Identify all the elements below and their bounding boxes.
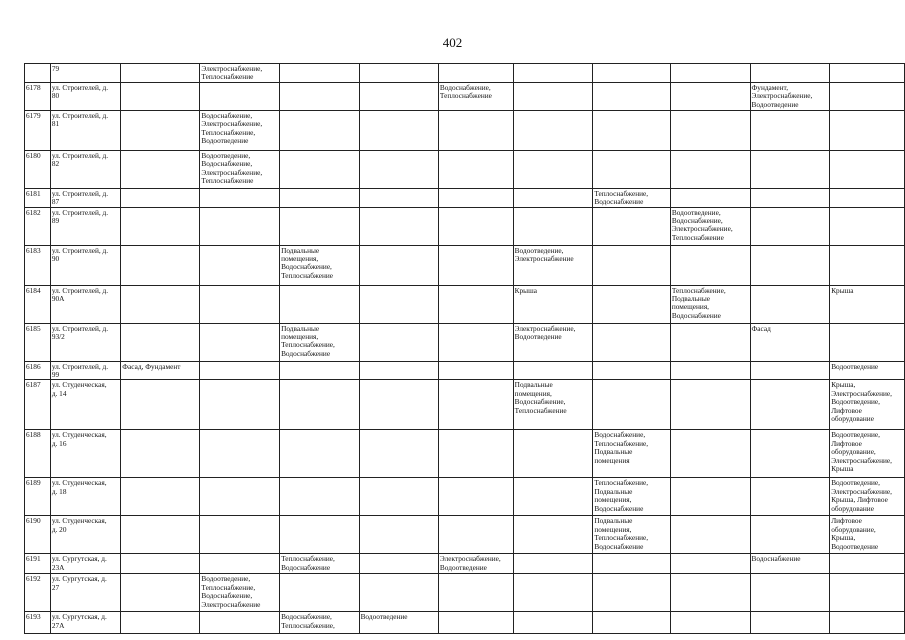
work-cell (200, 188, 280, 207)
work-cell (513, 478, 593, 516)
work-cell (121, 188, 200, 207)
work-cell (438, 285, 513, 323)
work-cell (593, 64, 671, 83)
work-cell (200, 207, 280, 245)
work-cell (280, 150, 360, 188)
work-cell (830, 110, 905, 150)
work-cell: Водоотведение (359, 612, 438, 634)
work-cell (593, 207, 671, 245)
row-number: 6179 (25, 110, 51, 150)
work-cell (359, 110, 438, 150)
table-row (25, 110, 905, 150)
row-number: 6181 (25, 188, 51, 207)
table-row (25, 516, 905, 554)
work-cell (359, 285, 438, 323)
work-cell: Теплоснабжение, Водоснабжение (593, 188, 671, 207)
work-cell: Водоснабжение, Теплоснабжение (438, 82, 513, 110)
address-cell: ул. Строителей, д. 99 (50, 361, 120, 380)
work-cell (438, 612, 513, 634)
work-cell (438, 150, 513, 188)
work-cell (200, 361, 280, 380)
work-cell (670, 188, 750, 207)
row-number: 6185 (25, 323, 51, 361)
address-cell: ул. Студенческая, д. 20 (50, 516, 120, 554)
work-cell (438, 574, 513, 612)
work-cell (280, 207, 360, 245)
work-cell (670, 110, 750, 150)
address-cell: ул. Студенческая, д. 14 (50, 380, 120, 430)
table-row (25, 188, 905, 207)
work-cell (438, 110, 513, 150)
address-cell: ул. Сургутская, д. 23А (50, 554, 120, 574)
repair-schedule-table (24, 63, 905, 634)
work-cell (593, 150, 671, 188)
work-cell (121, 110, 200, 150)
work-cell (750, 150, 830, 188)
work-cell (830, 64, 905, 83)
work-cell (121, 574, 200, 612)
work-cell (830, 574, 905, 612)
row-number: 6189 (25, 478, 51, 516)
work-cell (593, 82, 671, 110)
table-row (25, 612, 905, 634)
work-cell: Подвальные помещения, Водоснабжение, Теплоснабжение (513, 380, 593, 430)
work-cell (750, 361, 830, 380)
work-cell (513, 574, 593, 612)
work-cell (513, 64, 593, 83)
work-cell (200, 285, 280, 323)
work-cell (750, 612, 830, 634)
work-cell (280, 516, 360, 554)
work-cell (593, 323, 671, 361)
work-cell (513, 110, 593, 150)
work-cell (830, 245, 905, 285)
address-cell: ул. Сургутская, д. 27А (50, 612, 120, 634)
work-cell: Водоотведение, Теплоснабжение, Водоснабжение, Электроснабжение (200, 574, 280, 612)
work-cell (438, 430, 513, 478)
work-cell (670, 612, 750, 634)
work-cell: Фасад (750, 323, 830, 361)
work-cell (359, 554, 438, 574)
work-cell (359, 64, 438, 83)
table-row (25, 430, 905, 478)
work-cell (280, 188, 360, 207)
work-cell (830, 554, 905, 574)
work-cell: Крыша (513, 285, 593, 323)
work-cell (359, 361, 438, 380)
work-cell (359, 574, 438, 612)
address-cell: ул. Сургутская, д. 27 (50, 574, 120, 612)
work-cell (593, 612, 671, 634)
work-cell (359, 430, 438, 478)
work-cell (359, 516, 438, 554)
work-cell (280, 82, 360, 110)
table-row (25, 82, 905, 110)
work-cell (513, 188, 593, 207)
work-cell (280, 64, 360, 83)
work-cell: Теплоснабжение, Подвальные помещения, Водоснабжение (593, 478, 671, 516)
row-number: 6184 (25, 285, 51, 323)
address-cell: ул. Строителей, д. 80 (50, 82, 120, 110)
work-cell (359, 323, 438, 361)
row-number: 6188 (25, 430, 51, 478)
work-cell: Крыша, Электроснабжение, Водоотведение, Лифтовое оборудование (830, 380, 905, 430)
work-cell (200, 323, 280, 361)
row-number: 6182 (25, 207, 51, 245)
work-cell: Водоотведение, Электроснабжение (513, 245, 593, 285)
work-cell (121, 245, 200, 285)
work-cell (750, 285, 830, 323)
address-cell: ул. Строителей, д. 81 (50, 110, 120, 150)
work-cell: Фасад, Фундамент (121, 361, 200, 380)
work-cell (593, 110, 671, 150)
work-cell (513, 150, 593, 188)
work-cell (438, 516, 513, 554)
work-cell (280, 430, 360, 478)
work-cell: Водоотведение, Водоснабжение, Электроснабжение, Теплоснабжение (670, 207, 750, 245)
work-cell (670, 323, 750, 361)
work-cell (513, 554, 593, 574)
work-cell (593, 285, 671, 323)
work-cell (359, 478, 438, 516)
row-number: 6192 (25, 574, 51, 612)
work-cell (121, 612, 200, 634)
table-row (25, 361, 905, 380)
row-number: 6186 (25, 361, 51, 380)
work-cell (359, 207, 438, 245)
page-number: 402 (442, 35, 463, 50)
work-cell (280, 110, 360, 150)
work-cell (121, 82, 200, 110)
work-cell (200, 245, 280, 285)
work-cell: Водоотведение, Водоснабжение, Электроснабжение, Теплоснабжение (200, 150, 280, 188)
work-cell: Водоснабжение, Электроснабжение, Теплоснабжение, Водоотведение (200, 110, 280, 150)
work-cell (750, 516, 830, 554)
work-cell (438, 323, 513, 361)
work-cell (670, 150, 750, 188)
work-cell (670, 516, 750, 554)
work-cell (200, 380, 280, 430)
work-cell (830, 612, 905, 634)
work-cell (830, 82, 905, 110)
row-number: 6180 (25, 150, 51, 188)
work-cell (200, 478, 280, 516)
work-cell: Водоснабжение (750, 554, 830, 574)
work-cell: Подвальные помещения, Теплоснабжение, Водоснабжение (593, 516, 671, 554)
work-cell (359, 82, 438, 110)
work-cell (200, 430, 280, 478)
table-body (25, 64, 905, 634)
work-cell: Подвальные помещения, Водоснабжение, Теплоснабжение (280, 245, 360, 285)
work-cell (438, 207, 513, 245)
work-cell (280, 285, 360, 323)
address-cell: ул. Студенческая, д. 18 (50, 478, 120, 516)
work-cell (830, 207, 905, 245)
work-cell (438, 478, 513, 516)
work-cell (359, 150, 438, 188)
address-cell: ул. Строителей, д. 82 (50, 150, 120, 188)
work-cell (830, 150, 905, 188)
address-cell: ул. Строителей, д. 90 (50, 245, 120, 285)
work-cell: Теплоснабжение, Водоснабжение (280, 554, 360, 574)
work-cell (670, 574, 750, 612)
table-row (25, 554, 905, 574)
work-cell (121, 478, 200, 516)
work-cell: Электроснабжение, Водоотведение (513, 323, 593, 361)
work-cell (121, 150, 200, 188)
row-number: 6187 (25, 380, 51, 430)
work-cell (438, 361, 513, 380)
work-cell (750, 207, 830, 245)
row-number (25, 64, 51, 83)
address-cell: ул. Строителей, д. 90А (50, 285, 120, 323)
work-cell: Теплоснабжение, Подвальные помещения, Водоснабжение (670, 285, 750, 323)
work-cell: Подвальные помещения, Теплоснабжение, Водоснабжение (280, 323, 360, 361)
work-cell: Крыша (830, 285, 905, 323)
work-cell (359, 188, 438, 207)
work-cell: Фундамент, Электроснабжение, Водоотведение (750, 82, 830, 110)
table-row (25, 574, 905, 612)
work-cell (359, 245, 438, 285)
work-cell (750, 380, 830, 430)
work-cell (750, 430, 830, 478)
work-cell (200, 82, 280, 110)
work-cell (513, 361, 593, 380)
row-number: 6191 (25, 554, 51, 574)
work-cell (593, 574, 671, 612)
work-cell (121, 207, 200, 245)
work-cell (121, 380, 200, 430)
work-cell (513, 430, 593, 478)
work-cell: Водоснабжение, Теплоснабжение, (280, 612, 360, 634)
work-cell (513, 516, 593, 554)
work-cell (593, 380, 671, 430)
address-cell: ул. Строителей, д. 93/2 (50, 323, 120, 361)
work-cell (593, 554, 671, 574)
work-cell (670, 380, 750, 430)
work-cell (280, 478, 360, 516)
work-cell (750, 64, 830, 83)
work-cell (670, 361, 750, 380)
work-cell (438, 188, 513, 207)
work-cell (280, 380, 360, 430)
work-cell: Электроснабжение, Теплоснабжение (200, 64, 280, 83)
work-cell (121, 285, 200, 323)
work-cell (121, 323, 200, 361)
work-cell (121, 430, 200, 478)
work-cell (593, 245, 671, 285)
work-cell (670, 245, 750, 285)
table-row (25, 245, 905, 285)
work-cell (121, 554, 200, 574)
work-cell (750, 110, 830, 150)
address-cell: ул. Студенческая, д. 16 (50, 430, 120, 478)
work-cell (280, 361, 360, 380)
work-cell (750, 188, 830, 207)
work-cell (750, 478, 830, 516)
work-cell (121, 516, 200, 554)
work-cell (670, 478, 750, 516)
work-cell (200, 516, 280, 554)
table-row (25, 478, 905, 516)
row-number: 6178 (25, 82, 51, 110)
address-cell: ул. Строителей, д. 87 (50, 188, 120, 207)
work-cell (438, 245, 513, 285)
work-cell: Водоснабжение, Теплоснабжение, Подвальные помещения (593, 430, 671, 478)
row-number: 6183 (25, 245, 51, 285)
work-cell: Водоотведение, Электроснабжение, Крыша, Лифтовое оборудование (830, 478, 905, 516)
table-row (25, 150, 905, 188)
work-cell (280, 574, 360, 612)
work-cell (513, 612, 593, 634)
table-row (25, 64, 905, 83)
work-cell (121, 64, 200, 83)
address-cell: ул. Строителей, д. 89 (50, 207, 120, 245)
table-row (25, 323, 905, 361)
work-cell (593, 361, 671, 380)
table-row (25, 207, 905, 245)
work-cell (830, 188, 905, 207)
work-cell (513, 207, 593, 245)
work-cell: Электроснабжение, Водоотведение (438, 554, 513, 574)
address-cell: 79 (50, 64, 120, 83)
table-row (25, 285, 905, 323)
table-row (25, 380, 905, 430)
work-cell (513, 82, 593, 110)
work-cell (200, 554, 280, 574)
work-cell (750, 574, 830, 612)
work-cell (750, 245, 830, 285)
work-cell (670, 554, 750, 574)
work-cell: Лифтовое оборудование, Крыша, Водоотведение (830, 516, 905, 554)
work-cell: Водоотведение, Лифтовое оборудование, Электроснабжение, Крыша (830, 430, 905, 478)
row-number: 6193 (25, 612, 51, 634)
work-cell (670, 430, 750, 478)
work-cell (670, 82, 750, 110)
work-cell (359, 380, 438, 430)
work-cell (438, 64, 513, 83)
work-cell (670, 64, 750, 83)
work-cell (830, 323, 905, 361)
work-cell: Водоотведение (830, 361, 905, 380)
work-cell (200, 612, 280, 634)
work-cell (438, 380, 513, 430)
row-number: 6190 (25, 516, 51, 554)
